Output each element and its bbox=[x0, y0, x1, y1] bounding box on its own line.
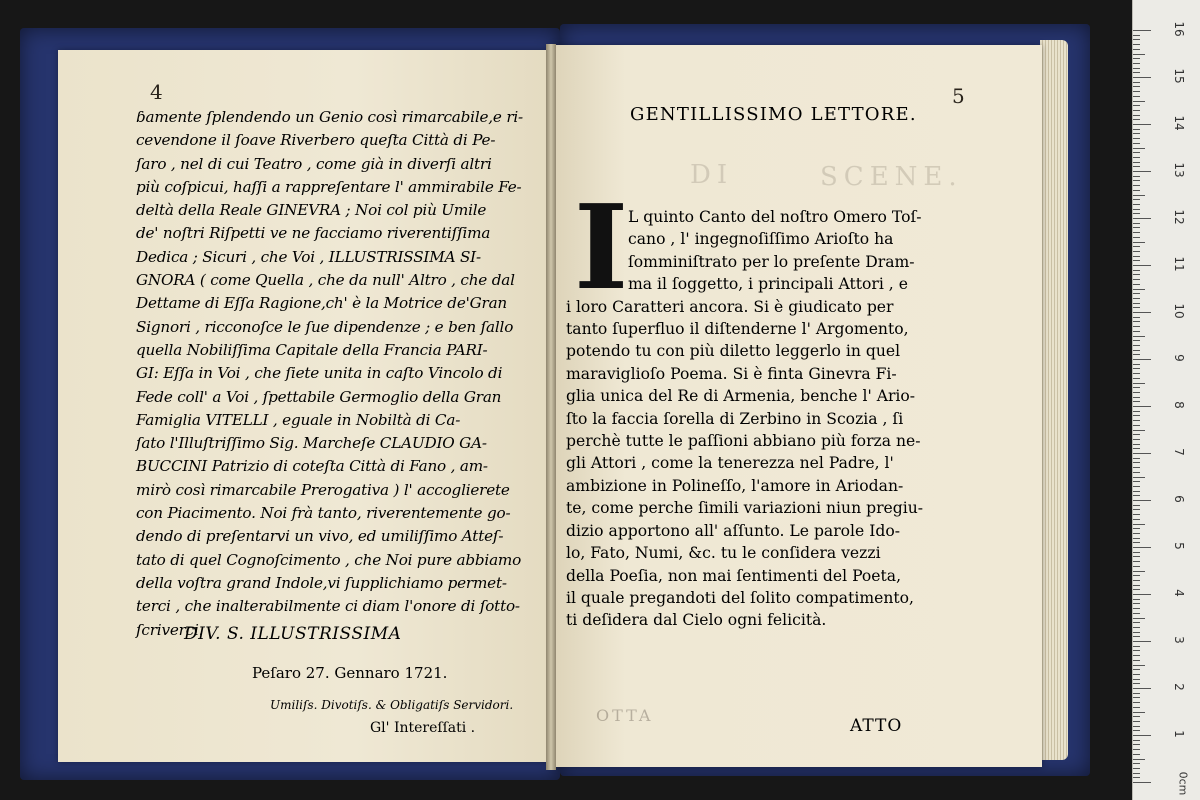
ruler-tick bbox=[1133, 368, 1140, 369]
ruler-number: 6 bbox=[1172, 495, 1186, 503]
ruler-tick bbox=[1133, 401, 1140, 402]
ruler-tick bbox=[1133, 669, 1140, 670]
ruler-tick bbox=[1133, 364, 1140, 365]
text-line: ma il ſoggetto, i principali Attori , e bbox=[628, 275, 908, 294]
signature-name: Gl' Intereſſati . bbox=[370, 720, 476, 736]
ruler-tick bbox=[1133, 115, 1140, 116]
ruler-tick bbox=[1133, 321, 1140, 322]
text-line: il quale pregandoti del ſolito compatimento, bbox=[566, 588, 915, 607]
text-line: lo, Fato, Numi, &c. tu le conſidera vezzi bbox=[566, 544, 881, 563]
ruler-tick bbox=[1133, 293, 1140, 294]
text-line: quella Nobiliſſima Capitale della Francia PARI- bbox=[136, 340, 488, 359]
ruler-tick bbox=[1133, 392, 1140, 393]
ruler-tick bbox=[1133, 133, 1140, 134]
text-line: ſomminiſtrato per lo preſente Dram- bbox=[628, 252, 915, 271]
ruler-tick bbox=[1133, 486, 1140, 487]
text-line: della Poeſia, non mai ſentimenti del Poeta, bbox=[566, 566, 902, 585]
text-line: potendo tu con più diletto leggerlo in quel bbox=[566, 342, 901, 361]
ruler-tick bbox=[1133, 693, 1140, 694]
ruler-tick bbox=[1133, 35, 1140, 36]
ruler-tick bbox=[1133, 754, 1140, 755]
ruler-tick bbox=[1133, 608, 1140, 609]
ruler-tick bbox=[1133, 495, 1140, 496]
text-line: cevendone il ſoave Riverbero queſta Città di Pe- bbox=[136, 131, 496, 150]
ruler-tick bbox=[1133, 674, 1140, 675]
ruler-tick bbox=[1133, 589, 1140, 590]
left-page-number: 4 bbox=[150, 80, 163, 104]
ruler-number: 12 bbox=[1172, 209, 1186, 225]
ruler-tick bbox=[1133, 575, 1140, 576]
show-through-text: SCENE. bbox=[820, 162, 963, 192]
ruler-tick bbox=[1133, 345, 1140, 346]
ruler-tick bbox=[1133, 462, 1140, 463]
ruler-tick bbox=[1133, 218, 1151, 219]
ruler-tick bbox=[1133, 387, 1140, 388]
ruler-tick bbox=[1133, 566, 1140, 567]
ruler-number: 15 bbox=[1172, 68, 1186, 84]
ruler-tick bbox=[1133, 317, 1140, 318]
ruler-tick bbox=[1133, 759, 1145, 760]
ruler-tick bbox=[1133, 491, 1140, 492]
ruler-number: 14 bbox=[1172, 115, 1186, 131]
text-line: cano , l' ingegnoſiſſimo Arioſto ha bbox=[628, 230, 894, 249]
ruler-number: 9 bbox=[1172, 354, 1186, 362]
right-page-number: 5 bbox=[952, 84, 965, 108]
ruler-tick bbox=[1133, 185, 1140, 186]
ruler-tick bbox=[1133, 72, 1140, 73]
ruler-tick bbox=[1133, 538, 1140, 539]
ruler-tick bbox=[1133, 735, 1151, 736]
page-heading: GENTILLISSIMO LETTORE. bbox=[630, 104, 917, 125]
ruler-tick bbox=[1133, 152, 1140, 153]
ruler-tick bbox=[1133, 773, 1140, 774]
ruler-tick bbox=[1133, 237, 1140, 238]
text-line: tato di quel Cognoſcimento , che Noi pure abbiamo bbox=[136, 550, 522, 569]
text-line: ſto la faccia ſorella di Zerbino in Scozia , ſi bbox=[566, 409, 904, 428]
text-line: maraviglioſo Poema. Si è finta Ginevra Fi- bbox=[566, 364, 897, 383]
ruler-tick bbox=[1133, 702, 1140, 703]
ruler-number: 8 bbox=[1172, 401, 1186, 409]
ruler-tick bbox=[1133, 613, 1140, 614]
ruler-tick bbox=[1133, 270, 1140, 271]
measurement-ruler bbox=[1132, 0, 1200, 800]
ruler-tick bbox=[1133, 509, 1140, 510]
ruler-tick bbox=[1133, 148, 1145, 149]
ruler-tick bbox=[1133, 740, 1140, 741]
ruler-tick bbox=[1133, 505, 1140, 506]
ruler-tick bbox=[1133, 303, 1140, 304]
ruler-tick bbox=[1133, 580, 1140, 581]
ruler-tick bbox=[1133, 260, 1140, 261]
ruler-tick bbox=[1133, 213, 1140, 214]
ruler-tick bbox=[1133, 707, 1140, 708]
ruler-tick bbox=[1133, 430, 1145, 431]
ruler-tick bbox=[1133, 683, 1140, 684]
ruler-tick bbox=[1133, 514, 1140, 515]
drop-cap: I bbox=[574, 180, 629, 316]
ruler-tick bbox=[1133, 632, 1140, 633]
ruler-tick bbox=[1133, 415, 1140, 416]
ruler-tick bbox=[1133, 768, 1140, 769]
ruler-tick bbox=[1133, 129, 1140, 130]
ruler-tick bbox=[1133, 63, 1140, 64]
ruler-tick bbox=[1133, 298, 1140, 299]
text-line: GI: Eſſa in Voi , che ſiete unita in caſto Vincolo di bbox=[136, 364, 503, 383]
ruler-tick bbox=[1133, 223, 1140, 224]
ruler-tick bbox=[1133, 232, 1140, 233]
ruler-tick bbox=[1133, 744, 1140, 745]
ruler-tick bbox=[1133, 411, 1140, 412]
ruler-tick bbox=[1133, 777, 1140, 778]
ruler-tick bbox=[1133, 481, 1140, 482]
ruler-tick bbox=[1133, 39, 1140, 40]
ruler-tick bbox=[1133, 542, 1140, 543]
ruler-tick bbox=[1133, 420, 1140, 421]
text-line: i loro Caratteri ancora. Si è giudicato per bbox=[566, 297, 894, 316]
ruler-number: 11 bbox=[1172, 256, 1186, 272]
ruler-tick bbox=[1133, 143, 1140, 144]
ruler-tick bbox=[1133, 679, 1140, 680]
text-line: tanto ſuperfluo il diſtenderne l' Argomento, bbox=[566, 320, 909, 339]
ruler-tick bbox=[1133, 373, 1140, 374]
text-line: ſcriverci. bbox=[136, 620, 204, 639]
ruler-tick bbox=[1133, 86, 1140, 87]
text-line: perchè tutte le paſſioni abbiano più forza ne- bbox=[566, 432, 921, 451]
ruler-tick bbox=[1133, 265, 1151, 266]
text-line: de' noſtri Riſpetti ve ne facciamo riverentiſſima bbox=[136, 224, 491, 243]
ruler-tick bbox=[1133, 256, 1140, 257]
ruler-tick bbox=[1133, 641, 1151, 642]
text-line: GNORA ( come Quella , che da null' Altro , che dal bbox=[136, 271, 515, 290]
ruler-tick bbox=[1133, 340, 1140, 341]
ruler-tick bbox=[1133, 622, 1140, 623]
ruler-tick bbox=[1133, 716, 1140, 717]
text-line: più coſpicui, haſſi a rappreſentare l' ammirabile Fe- bbox=[136, 177, 522, 196]
ruler-tick bbox=[1133, 105, 1140, 106]
ruler-tick bbox=[1133, 650, 1140, 651]
ruler-tick bbox=[1133, 166, 1140, 167]
show-through-text: DI bbox=[690, 160, 734, 190]
ruler-tick bbox=[1133, 274, 1140, 275]
ruler-tick bbox=[1133, 749, 1140, 750]
ruler-tick bbox=[1133, 467, 1140, 468]
ruler-tick bbox=[1133, 425, 1140, 426]
ruler-tick bbox=[1133, 58, 1140, 59]
ruler-tick bbox=[1133, 91, 1140, 92]
ruler-number: 5 bbox=[1172, 542, 1186, 550]
show-through-text: OTTA bbox=[596, 706, 654, 725]
ruler-tick bbox=[1133, 242, 1145, 243]
ruler-tick bbox=[1133, 354, 1140, 355]
ruler-tick bbox=[1133, 54, 1145, 55]
ruler-tick bbox=[1133, 359, 1151, 360]
ruler-tick bbox=[1133, 199, 1140, 200]
text-line: dendo di preſentarvi un vivo, ed umiliſſimo Atteſ- bbox=[136, 527, 504, 546]
ruler-tick bbox=[1133, 730, 1140, 731]
text-line: L quinto Canto del noſtro Omero Toſ- bbox=[628, 208, 922, 226]
ruler-tick bbox=[1133, 124, 1151, 125]
ruler-tick bbox=[1133, 500, 1151, 501]
ruler-tick bbox=[1133, 336, 1145, 337]
text-line: BUCCINI Patrizio di coteſta Città di Fano , am- bbox=[136, 457, 488, 476]
text-line: glia unica del Re di Armenia, benche l' Ario- bbox=[566, 387, 916, 406]
ruler-tick bbox=[1133, 556, 1140, 557]
ruler-tick bbox=[1133, 618, 1145, 619]
ruler-tick bbox=[1133, 439, 1140, 440]
ruler-tick bbox=[1133, 665, 1145, 666]
right-page-text bbox=[566, 206, 994, 632]
text-line: ſato l'Illuſtriſſimo Sig. Marcheſe CLAUDIO GA- bbox=[136, 434, 487, 453]
left-page-text bbox=[136, 106, 534, 642]
ruler-tick bbox=[1133, 599, 1140, 600]
text-line: ɓamente ſplendendo un Genio così rimarcabile,e ri- bbox=[136, 108, 523, 126]
text-line: Signori , ricconoſce le ſue dipendenze ; e ben ſallo bbox=[136, 317, 514, 336]
ruler-tick bbox=[1133, 397, 1140, 398]
text-line: te, come perche ſimili variazioni niun pregiu- bbox=[566, 499, 924, 518]
ruler-tick bbox=[1133, 697, 1140, 698]
ruler-tick bbox=[1133, 96, 1140, 97]
ruler-tick bbox=[1133, 227, 1140, 228]
ruler-tick bbox=[1133, 246, 1140, 247]
ruler-tick bbox=[1133, 49, 1140, 50]
text-line: mirò così rimarcabile Prerogativa ) l' accoglierete bbox=[136, 480, 510, 499]
ruler-tick bbox=[1133, 524, 1145, 525]
text-line: Famiglia VITELLI , eguale in Nobiltà di Ca- bbox=[136, 410, 461, 429]
ruler-tick bbox=[1133, 157, 1140, 158]
ruler-number: 3 bbox=[1172, 636, 1186, 644]
ruler-tick bbox=[1133, 726, 1140, 727]
ruler-tick bbox=[1133, 307, 1140, 308]
ruler-tick bbox=[1133, 82, 1140, 83]
ruler-tick bbox=[1133, 763, 1140, 764]
ruler-tick bbox=[1133, 284, 1140, 285]
ruler-tick bbox=[1133, 44, 1140, 45]
ruler-tick bbox=[1133, 627, 1140, 628]
ruler-tick bbox=[1133, 444, 1140, 445]
text-line: deltà della Reale GINEVRA ; Noi col più Umile bbox=[136, 201, 487, 220]
ruler-tick bbox=[1133, 251, 1140, 252]
ruler-tick bbox=[1133, 646, 1140, 647]
ruler-tick bbox=[1133, 171, 1151, 172]
closing-address: DIV. S. ILLUSTRISSIMA bbox=[184, 624, 402, 644]
catchword: ATTO bbox=[850, 716, 903, 736]
ruler-tick bbox=[1133, 561, 1140, 562]
ruler-tick bbox=[1133, 279, 1140, 280]
ruler-tick bbox=[1133, 190, 1140, 191]
ruler-tick bbox=[1133, 406, 1151, 407]
ruler-tick bbox=[1133, 519, 1140, 520]
ruler-tick bbox=[1133, 176, 1140, 177]
ruler-tick bbox=[1133, 782, 1151, 783]
ruler-tick bbox=[1133, 326, 1140, 327]
ruler-tick bbox=[1133, 688, 1151, 689]
ruler-tick bbox=[1133, 453, 1151, 454]
ruler-tick bbox=[1133, 571, 1145, 572]
ruler-tick bbox=[1133, 30, 1151, 31]
ruler-number: 7 bbox=[1172, 448, 1186, 456]
ruler-tick bbox=[1133, 712, 1145, 713]
ruler-tick bbox=[1133, 458, 1140, 459]
ruler-tick bbox=[1133, 68, 1140, 69]
text-line: della voſtra grand Indole,vi ſupplichiamo permet- bbox=[136, 573, 507, 592]
ruler-tick bbox=[1133, 162, 1140, 163]
ruler-tick bbox=[1133, 331, 1140, 332]
ruler-tick bbox=[1133, 119, 1140, 120]
ruler-tick bbox=[1133, 312, 1151, 313]
ruler-tick bbox=[1133, 528, 1140, 529]
text-line: dizio apportono all' aſſunto. Le parole Ido- bbox=[566, 521, 901, 540]
ruler-tick bbox=[1133, 552, 1140, 553]
text-line: gli Attori , come la tenerezza nel Padre, l' bbox=[566, 454, 894, 473]
ruler-unit-label: 0cm bbox=[1176, 771, 1190, 796]
ruler-tick bbox=[1133, 660, 1140, 661]
ruler-tick bbox=[1133, 603, 1140, 604]
ruler-tick bbox=[1133, 434, 1140, 435]
text-line: con Piacimento. Noi frà tanto, riverentemente go- bbox=[136, 504, 511, 523]
ruler-tick bbox=[1133, 448, 1140, 449]
ruler-tick bbox=[1133, 209, 1140, 210]
text-line: terci , che inalterabilmente ci diam l'onore di ſotto- bbox=[136, 597, 520, 616]
text-line: Dettame di Eſſa Ragione,ch' è la Motrice de'Gran bbox=[136, 294, 508, 313]
ruler-tick bbox=[1133, 585, 1140, 586]
text-line: ſaro , nel di cui Teatro , come già in diverſi altri bbox=[136, 154, 492, 173]
text-line: ti deſidera dal Cielo ogni felicità. bbox=[566, 611, 827, 630]
ruler-tick bbox=[1133, 101, 1145, 102]
text-line: Dedica ; Sicuri , che Voi , ILLUSTRISSIMA SI- bbox=[136, 247, 481, 266]
ruler-tick bbox=[1133, 138, 1140, 139]
ruler-tick bbox=[1133, 350, 1140, 351]
ruler-tick bbox=[1133, 472, 1140, 473]
ruler-tick bbox=[1133, 636, 1140, 637]
book-gutter bbox=[546, 44, 556, 770]
text-line: ambizione in Polineſſo, l'amore in Ariodan- bbox=[566, 476, 904, 495]
ruler-tick bbox=[1133, 180, 1140, 181]
ruler-tick bbox=[1133, 204, 1140, 205]
date-line: Peſaro 27. Gennaro 1721. bbox=[252, 664, 448, 682]
signature-line: Umiliſs. Divotiſs. & Obligatiſs Servidori. bbox=[270, 698, 514, 712]
ruler-number: 4 bbox=[1172, 589, 1186, 597]
ruler-tick bbox=[1133, 721, 1140, 722]
ruler-tick bbox=[1133, 289, 1145, 290]
ruler-number: 10 bbox=[1172, 303, 1186, 319]
ruler-number: 16 bbox=[1172, 21, 1186, 37]
ruler-tick bbox=[1133, 77, 1151, 78]
ruler-tick bbox=[1133, 655, 1140, 656]
ruler-tick bbox=[1133, 594, 1151, 595]
ruler-tick bbox=[1133, 110, 1140, 111]
ruler-number: 13 bbox=[1172, 162, 1186, 178]
ruler-tick bbox=[1133, 195, 1145, 196]
ruler-tick bbox=[1133, 477, 1145, 478]
ruler-tick bbox=[1133, 547, 1151, 548]
ruler-number: 1 bbox=[1172, 730, 1186, 738]
ruler-tick bbox=[1133, 378, 1140, 379]
ruler-tick bbox=[1133, 533, 1140, 534]
ruler-tick bbox=[1133, 383, 1145, 384]
ruler-number: 2 bbox=[1172, 683, 1186, 691]
page-edges bbox=[1040, 40, 1068, 760]
text-line: Fede coll' a Voi , ſpettabile Germoglio della Gran bbox=[136, 387, 502, 406]
